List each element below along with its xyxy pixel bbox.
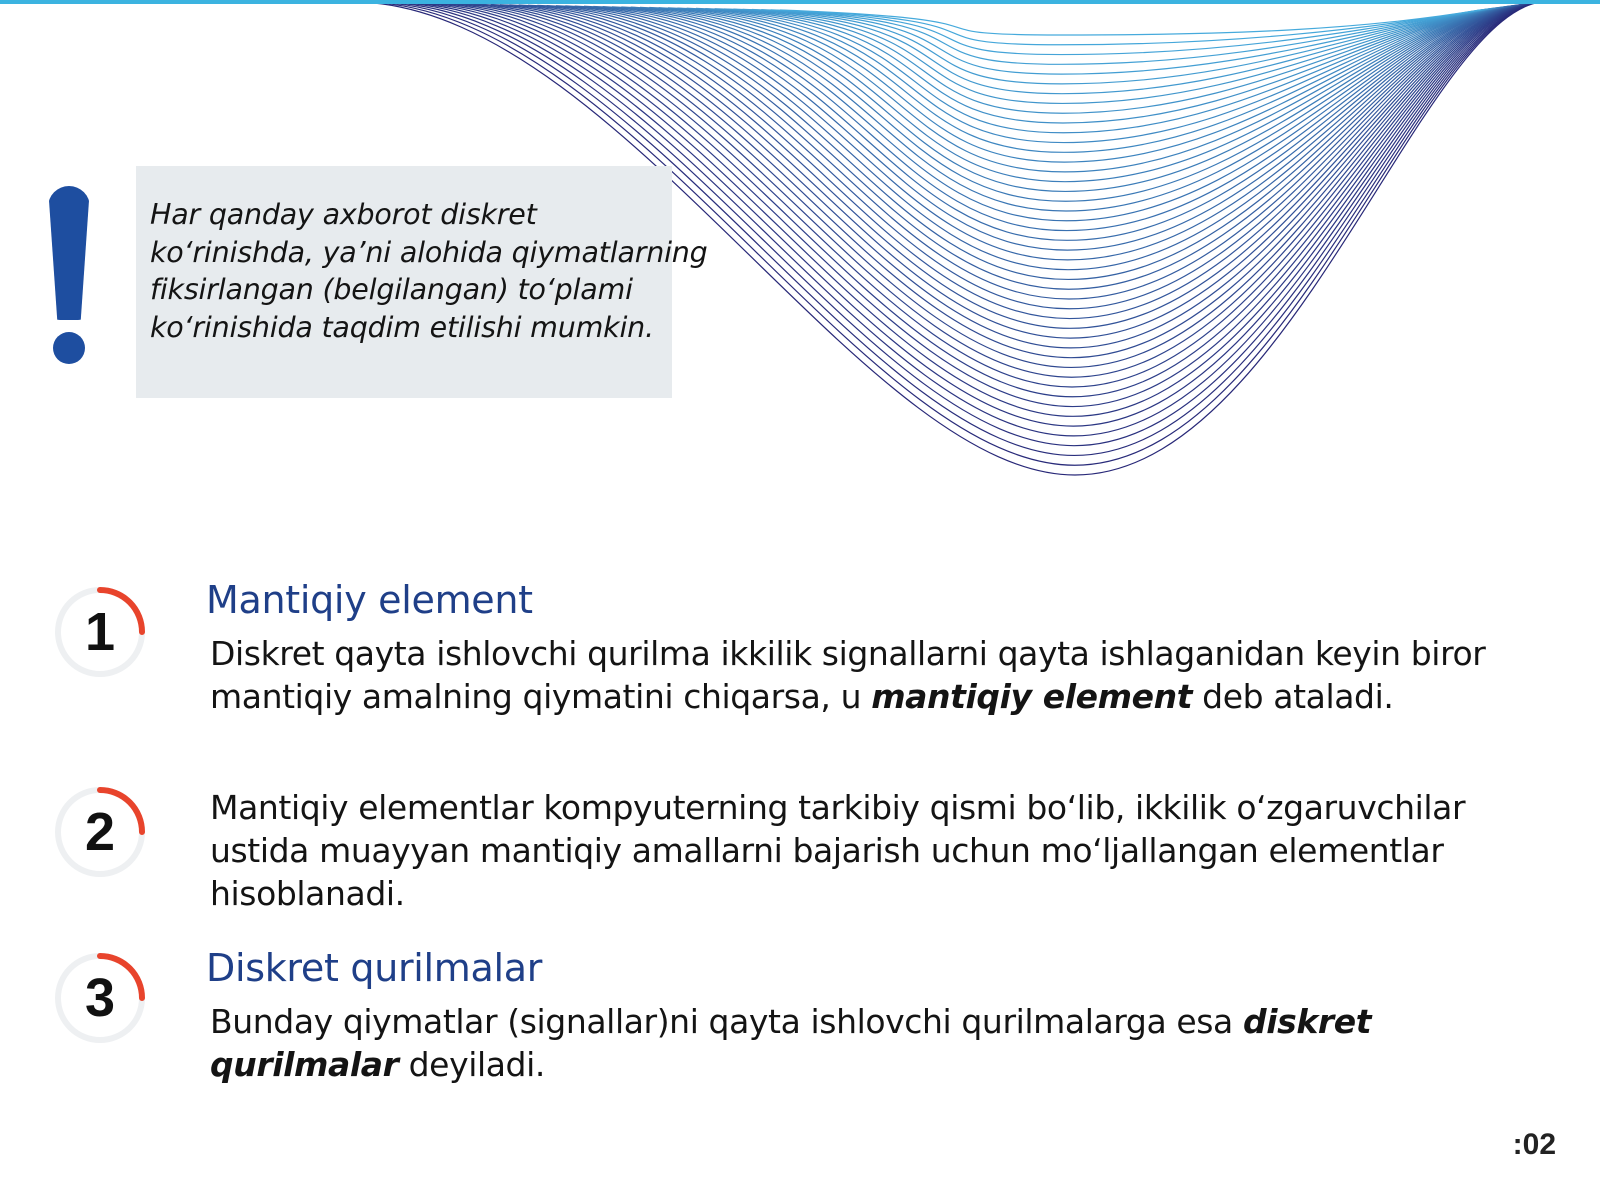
note-line: ko‘rinishda, ya’ni alohida qiymatlarning bbox=[150, 235, 708, 269]
wave-line bbox=[687, 8, 1494, 133]
note-text bbox=[150, 196, 710, 346]
note-line: ko‘rinishida taqdim etilishi mumkin. bbox=[150, 310, 654, 344]
item-title-1: Mantiqiy element bbox=[206, 578, 533, 622]
number-badge-3 bbox=[52, 950, 148, 1046]
note-line: fiksirlangan (belgilangan) to‘plami bbox=[150, 273, 633, 306]
number-badge-2 bbox=[52, 784, 148, 880]
page-number: :02 bbox=[1512, 1128, 1556, 1161]
badge-number: 3 bbox=[84, 968, 116, 1028]
number-badge-1 bbox=[52, 584, 148, 680]
item-text-2 bbox=[210, 786, 1540, 915]
note-line: Har qanday axborot diskret bbox=[150, 198, 537, 231]
text-bold: mantiqiy element bbox=[871, 677, 1193, 716]
text-bold: diskret qurilmalar bbox=[210, 1002, 1372, 1084]
text-part: Mantiqiy elementlar kompyuterning tarkibiy qismi bo‘lib, ikkilik o‘zgaruvchilar ustida muayyan mantiqiy amallarni bajarish uchun mo‘ljallangan elementlar hisoblanadi. bbox=[210, 788, 1466, 913]
top-accent-line bbox=[0, 0, 1600, 4]
item-text-1 bbox=[210, 632, 1540, 718]
item-title-3: Diskret qurilmalar bbox=[206, 946, 543, 990]
text-part: deyiladi. bbox=[398, 1045, 545, 1084]
text-part: Diskret qayta ishlovchi qurilma ikkilik signallarni qayta ishlaganidan keyin biror mantiqiy amalning qiymatini chiqarsa, u bbox=[210, 634, 1486, 716]
badge-number: 1 bbox=[84, 602, 116, 662]
item-text-3 bbox=[210, 1000, 1540, 1086]
badge-number: 2 bbox=[84, 802, 116, 862]
text-part: Bunday qiymatlar (signallar)ni qayta ishlovchi qurilmalarga esa bbox=[210, 1002, 1243, 1041]
text-part: deb ataladi. bbox=[1192, 677, 1394, 716]
exclamation-dot bbox=[53, 332, 85, 364]
